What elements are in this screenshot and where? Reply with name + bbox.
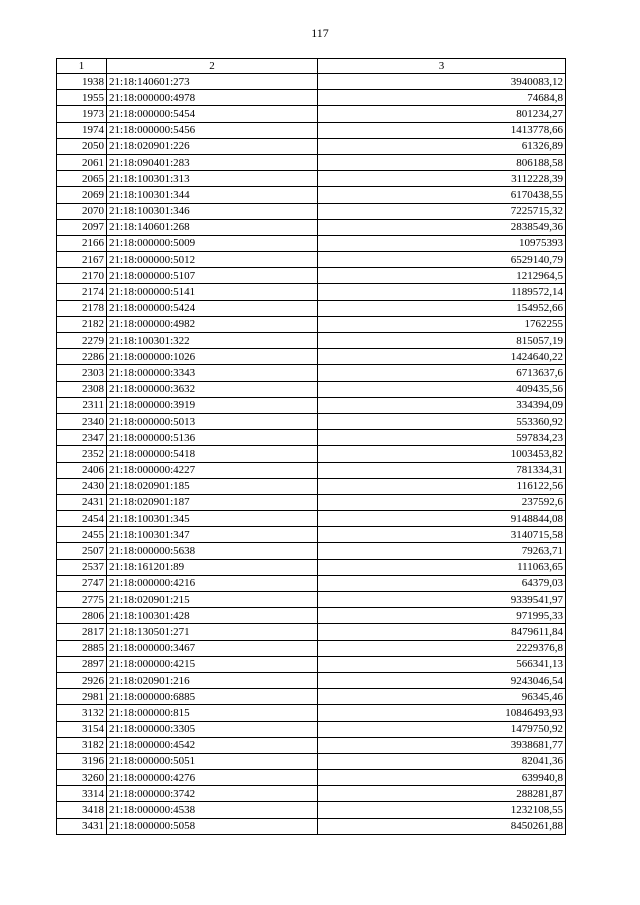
table-row [57,705,566,721]
value-cell: 7225715,32 [318,203,566,219]
row-number-cell: 2897 [57,656,107,672]
row-number-cell: 3260 [57,770,107,786]
value-cell: 1189572,14 [318,284,566,300]
table-row [57,770,566,786]
table-row [57,462,566,478]
cadastral-number-cell: 21:18:000000:6885 [107,689,318,705]
table-row [57,138,566,154]
table-row [57,122,566,138]
cadastral-number-cell: 21:18:000000:4538 [107,802,318,818]
cadastral-number-cell: 21:18:000000:4276 [107,770,318,786]
table-row [57,90,566,106]
table-row [57,511,566,527]
table-row [57,284,566,300]
cadastral-number-cell: 21:18:000000:5107 [107,268,318,284]
table-row [57,154,566,170]
cadastral-number-cell: 21:18:020901:226 [107,138,318,154]
row-number-cell: 2507 [57,543,107,559]
cadastral-number-cell: 21:18:000000:1026 [107,349,318,365]
value-cell: 8450261,88 [318,818,566,834]
table-row [57,74,566,90]
cadastral-number-cell: 21:18:000000:4978 [107,90,318,106]
table-header [57,59,566,74]
value-cell: 1762255 [318,316,566,332]
table-row [57,494,566,510]
table-row [57,818,566,834]
table-row [57,592,566,608]
row-number-cell: 2537 [57,559,107,575]
cadastral-number-cell: 21:18:000000:5454 [107,106,318,122]
page-number: 117 [311,26,329,40]
value-cell: 237592,6 [318,494,566,510]
table-row [57,430,566,446]
table-row [57,252,566,268]
cadastral-number-cell: 21:18:100301:313 [107,171,318,187]
value-cell: 9148844,08 [318,511,566,527]
value-cell: 74684,8 [318,90,566,106]
cadastral-number-cell: 21:18:100301:347 [107,527,318,543]
value-cell: 971995,33 [318,608,566,624]
row-number-cell: 2097 [57,219,107,235]
table-row [57,333,566,349]
row-number-cell: 1973 [57,106,107,122]
cadastral-number-cell: 21:18:100301:345 [107,511,318,527]
row-number-cell: 3154 [57,721,107,737]
cadastral-number-cell: 21:18:020901:185 [107,478,318,494]
row-number-cell: 1974 [57,122,107,138]
cadastral-number-cell: 21:18:140601:268 [107,219,318,235]
value-cell: 8479611,84 [318,624,566,640]
row-number-cell: 2431 [57,494,107,510]
column-header-2: 2 [107,59,318,74]
table-row [57,786,566,802]
row-number-cell: 2406 [57,462,107,478]
row-number-cell: 2279 [57,333,107,349]
row-number-cell: 2286 [57,349,107,365]
row-number-cell: 3182 [57,737,107,753]
cadastral-number-cell: 21:18:000000:5058 [107,818,318,834]
row-number-cell: 2065 [57,171,107,187]
cadastral-number-cell: 21:18:130501:271 [107,624,318,640]
cadastral-number-cell: 21:18:020901:215 [107,592,318,608]
table-row [57,381,566,397]
row-number-cell: 3418 [57,802,107,818]
row-number-cell: 3132 [57,705,107,721]
value-cell: 3112228,39 [318,171,566,187]
cadastral-number-cell: 21:18:020901:216 [107,672,318,688]
table-row [57,624,566,640]
cadastral-number-cell: 21:18:000000:4542 [107,737,318,753]
column-header-1: 1 [57,59,107,74]
value-cell: 2838549,36 [318,219,566,235]
table-row [57,316,566,332]
table-row [57,219,566,235]
value-cell: 553360,92 [318,413,566,429]
table-row [57,575,566,591]
cadastral-number-cell: 21:18:000000:5418 [107,446,318,462]
value-cell: 1232108,55 [318,802,566,818]
cadastral-number-cell: 21:18:100301:428 [107,608,318,624]
row-number-cell: 2430 [57,478,107,494]
row-number-cell: 2347 [57,430,107,446]
value-cell: 1479750,92 [318,721,566,737]
table-body [57,74,566,835]
row-number-cell: 2926 [57,672,107,688]
value-cell: 566341,13 [318,656,566,672]
table-row [57,737,566,753]
value-cell: 334394,09 [318,397,566,413]
header-row [57,59,566,74]
cadastral-number-cell: 21:18:000000:3742 [107,786,318,802]
cadastral-number-cell: 21:18:000000:5051 [107,753,318,769]
cadastral-number-cell: 21:18:000000:5012 [107,252,318,268]
value-cell: 96345,46 [318,689,566,705]
value-cell: 3140715,58 [318,527,566,543]
row-number-cell: 1955 [57,90,107,106]
cadastral-number-cell: 21:18:000000:4216 [107,575,318,591]
cadastral-number-cell: 21:18:000000:815 [107,705,318,721]
row-number-cell: 2174 [57,284,107,300]
value-cell: 82041,36 [318,753,566,769]
row-number-cell: 3431 [57,818,107,834]
row-number-cell: 1938 [57,74,107,90]
row-number-cell: 3314 [57,786,107,802]
row-number-cell: 2050 [57,138,107,154]
value-cell: 1424640,22 [318,349,566,365]
row-number-cell: 2170 [57,268,107,284]
cadastral-number-cell: 21:18:000000:3343 [107,365,318,381]
cadastral-number-cell: 21:18:020901:187 [107,494,318,510]
row-number-cell: 2747 [57,575,107,591]
value-cell: 6170438,55 [318,187,566,203]
row-number-cell: 2308 [57,381,107,397]
row-number-cell: 2061 [57,154,107,170]
value-cell: 2229376,8 [318,640,566,656]
cadastral-number-cell: 21:18:000000:5009 [107,235,318,251]
value-cell: 6529140,79 [318,252,566,268]
table-row [57,106,566,122]
table-row [57,527,566,543]
value-cell: 9243046,54 [318,672,566,688]
value-cell: 9339541,97 [318,592,566,608]
value-cell: 111063,65 [318,559,566,575]
value-cell: 154952,66 [318,300,566,316]
table-row [57,721,566,737]
row-number-cell: 2166 [57,235,107,251]
row-number-cell: 2454 [57,511,107,527]
cadastral-number-cell: 21:18:000000:5013 [107,413,318,429]
table-row [57,187,566,203]
cadastral-value-table [56,58,566,835]
column-header-3: 3 [318,59,566,74]
value-cell: 3940083,12 [318,74,566,90]
row-number-cell: 2352 [57,446,107,462]
table-row [57,689,566,705]
value-cell: 801234,27 [318,106,566,122]
value-cell: 815057,19 [318,333,566,349]
row-number-cell: 2340 [57,413,107,429]
row-number-cell: 2455 [57,527,107,543]
row-number-cell: 2775 [57,592,107,608]
cadastral-number-cell: 21:18:000000:5424 [107,300,318,316]
row-number-cell: 2070 [57,203,107,219]
cadastral-number-cell: 21:18:000000:3467 [107,640,318,656]
value-cell: 409435,56 [318,381,566,397]
cadastral-number-cell: 21:18:090401:283 [107,154,318,170]
cadastral-number-cell: 21:18:000000:4215 [107,656,318,672]
table-row [57,349,566,365]
row-number-cell: 2182 [57,316,107,332]
table-row [57,672,566,688]
row-number-cell: 2178 [57,300,107,316]
value-cell: 597834,23 [318,430,566,446]
value-cell: 10846493,93 [318,705,566,721]
table-row [57,753,566,769]
table-row [57,268,566,284]
value-cell: 639940,8 [318,770,566,786]
row-number-cell: 2311 [57,397,107,413]
row-number-cell: 2167 [57,252,107,268]
cadastral-number-cell: 21:18:000000:3919 [107,397,318,413]
table-row [57,203,566,219]
table-row [57,543,566,559]
value-cell: 116122,56 [318,478,566,494]
table-row [57,802,566,818]
cadastral-number-cell: 21:18:000000:5141 [107,284,318,300]
table-row [57,365,566,381]
cadastral-number-cell: 21:18:100301:346 [107,203,318,219]
cadastral-number-cell: 21:18:000000:3632 [107,381,318,397]
cadastral-number-cell: 21:18:100301:344 [107,187,318,203]
table-row [57,656,566,672]
value-cell: 61326,89 [318,138,566,154]
value-cell: 10975393 [318,235,566,251]
table-row [57,640,566,656]
cadastral-number-cell: 21:18:161201:89 [107,559,318,575]
value-cell: 6713637,6 [318,365,566,381]
cadastral-number-cell: 21:18:140601:273 [107,74,318,90]
table-row [57,478,566,494]
value-cell: 781334,31 [318,462,566,478]
value-cell: 1003453,82 [318,446,566,462]
cadastral-number-cell: 21:18:000000:4982 [107,316,318,332]
table-row [57,235,566,251]
value-cell: 1212964,5 [318,268,566,284]
row-number-cell: 2069 [57,187,107,203]
cadastral-number-cell: 21:18:100301:322 [107,333,318,349]
table-row [57,608,566,624]
value-cell: 806188,58 [318,154,566,170]
table-row [57,413,566,429]
row-number-cell: 2981 [57,689,107,705]
value-cell: 288281,87 [318,786,566,802]
table-row [57,171,566,187]
value-cell: 79263,71 [318,543,566,559]
table-row [57,446,566,462]
table-row [57,559,566,575]
row-number-cell: 2806 [57,608,107,624]
row-number-cell: 2817 [57,624,107,640]
cadastral-number-cell: 21:18:000000:5638 [107,543,318,559]
value-cell: 3938681,77 [318,737,566,753]
row-number-cell: 2303 [57,365,107,381]
value-cell: 1413778,66 [318,122,566,138]
value-cell: 64379,03 [318,575,566,591]
row-number-cell: 3196 [57,753,107,769]
cadastral-number-cell: 21:18:000000:5456 [107,122,318,138]
cadastral-number-cell: 21:18:000000:5136 [107,430,318,446]
table-row [57,300,566,316]
row-number-cell: 2885 [57,640,107,656]
cadastral-number-cell: 21:18:000000:3305 [107,721,318,737]
table-row [57,397,566,413]
cadastral-number-cell: 21:18:000000:4227 [107,462,318,478]
